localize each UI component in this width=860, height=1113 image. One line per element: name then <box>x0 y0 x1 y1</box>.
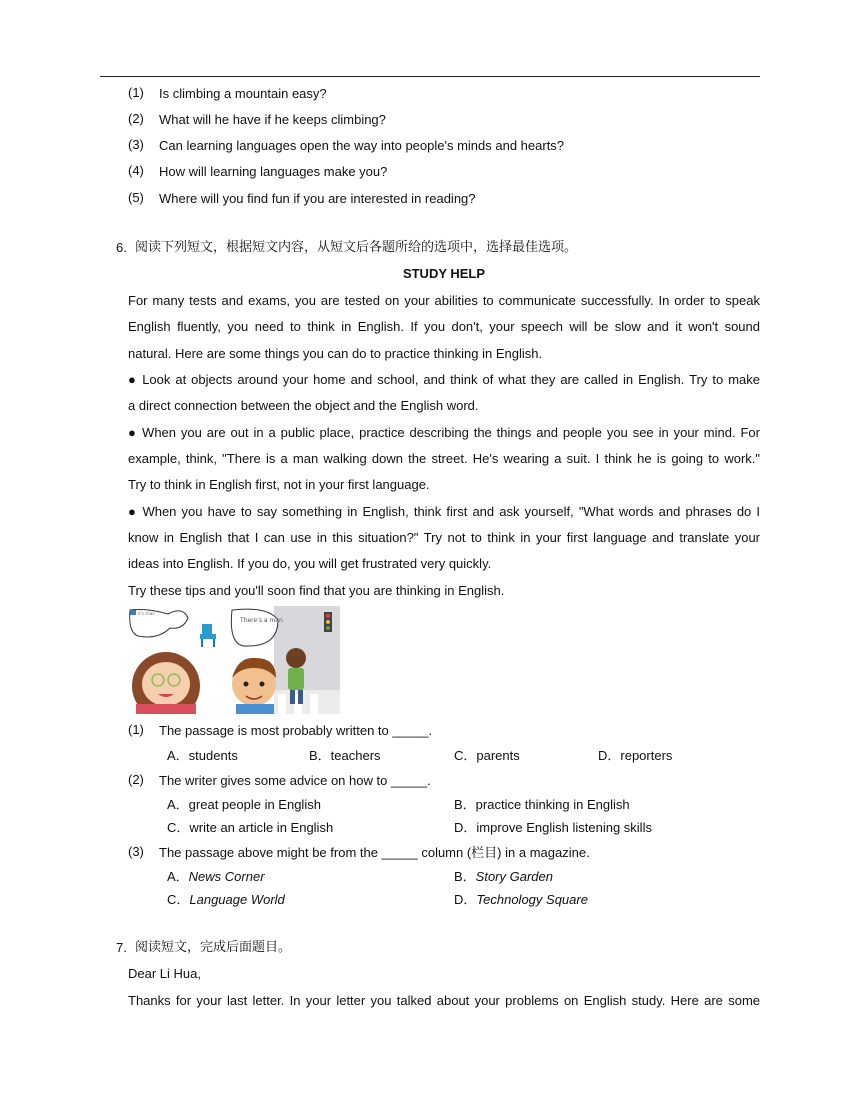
option-text: News Corner <box>188 869 265 884</box>
prev-question-text: How will learning languages make you? <box>159 164 388 179</box>
option-letter: A． <box>167 869 189 884</box>
passage-line: ● When you are out in a public place, practice describing the things and people you see in your mind. For <box>128 425 760 440</box>
prev-question-text: What will he have if he keeps climbing? <box>159 112 386 127</box>
option-letter: C． <box>167 892 190 907</box>
option-a[interactable]: A．students <box>167 748 238 763</box>
header-rule <box>100 76 760 77</box>
option-text: Technology Square <box>476 892 588 907</box>
option-b[interactable] <box>454 868 553 886</box>
passage-line: Try to think in English first, not in your first language. <box>128 477 430 492</box>
passage-line: natural. Here are some things you can do to practice thinking in English. <box>128 346 543 361</box>
option-text: Language World <box>189 892 285 907</box>
bubble2-text: There's a man <box>240 617 283 624</box>
q6-number: 6. <box>116 240 127 255</box>
prev-question-num: (3) <box>128 137 144 152</box>
q6-instruction: 阅读下列短文，根据短文内容，从短文后各题所给的选项中，选择最佳选项。 <box>135 240 578 255</box>
option-d[interactable] <box>454 891 588 909</box>
passage-line: ideas into English. If you do, you will get frustrated very quickly. <box>128 556 492 571</box>
question-num: (3) <box>128 844 144 859</box>
option-letter: D． <box>454 892 477 907</box>
question-text: The passage above might be from the _____ column (栏目) in a magazine. <box>159 845 590 860</box>
passage-line: a direct connection between the object and the English word. <box>128 398 479 413</box>
option-c[interactable] <box>167 891 285 909</box>
prev-question-text: Can learning languages open the way into people's minds and hearts? <box>159 138 565 153</box>
question-text: The writer gives some advice on how to _____. <box>159 773 431 788</box>
passage-line: example, think, "There is a man walking down the street. He's wearing a suit. I think he is going to work." <box>128 451 760 466</box>
question-text: The passage is most probably written to _____. <box>159 723 433 738</box>
passage-line: For many tests and exams, you are tested on your abilities to communicate successfully. In order to speak <box>128 293 760 308</box>
passage-line: ● Look at objects around your home and school, and think of what they are called in English. Try to make <box>128 372 760 387</box>
passage-line: Try these tips and you'll soon find that you are thinking in English. <box>128 583 505 598</box>
girl-illustration <box>130 610 216 715</box>
letter-greeting: Dear Li Hua, <box>128 966 201 981</box>
option-text: Story Garden <box>475 869 553 884</box>
option-c[interactable]: C．parents <box>454 748 520 763</box>
illustration <box>128 606 340 714</box>
prev-question-num: (4) <box>128 163 144 178</box>
option-b[interactable]: B．teachers <box>309 748 381 763</box>
letter-line: Thanks for your last letter. In your letter you talked about your problems on English study. Here are some <box>128 993 760 1008</box>
option-d[interactable]: D．improve English listening skills <box>454 820 652 835</box>
option-a[interactable]: A．great people in English <box>167 797 321 812</box>
q7-instruction: 阅读短文，完成后面题目。 <box>135 940 292 955</box>
passage-line: English fluently, you need to think in English. If you don't, your speech will be slow and it won't sound <box>128 319 760 334</box>
option-d[interactable]: D．reporters <box>598 748 673 763</box>
boy-illustration <box>231 606 340 714</box>
question-num: (1) <box>128 722 144 737</box>
option-b[interactable]: B．practice thinking in English <box>454 797 630 812</box>
option-c[interactable]: C．write an article in English <box>167 820 334 835</box>
passage-title: STUDY HELP <box>402 266 486 281</box>
question-num: (2) <box>128 772 144 787</box>
prev-question-num: (2) <box>128 111 144 126</box>
prev-question-num: (5) <box>128 190 144 205</box>
bubble1-text: it's chair <box>138 611 156 616</box>
option-letter: B． <box>454 869 476 884</box>
prev-question-num: (1) <box>128 85 144 100</box>
option-a[interactable] <box>167 868 265 886</box>
prev-question-text: Is climbing a mountain easy? <box>159 86 327 101</box>
passage-line: know in English that I can use in this situation?" Try not to think in your first language and translate your <box>128 530 760 545</box>
passage-line: ● When you have to say something in English, think first and ask yourself, "What words and phrases do I <box>128 504 760 519</box>
chair-icon <box>200 624 216 647</box>
prev-question-text: Where will you find fun if you are interested in reading? <box>159 191 476 206</box>
q7-number: 7. <box>116 940 127 955</box>
